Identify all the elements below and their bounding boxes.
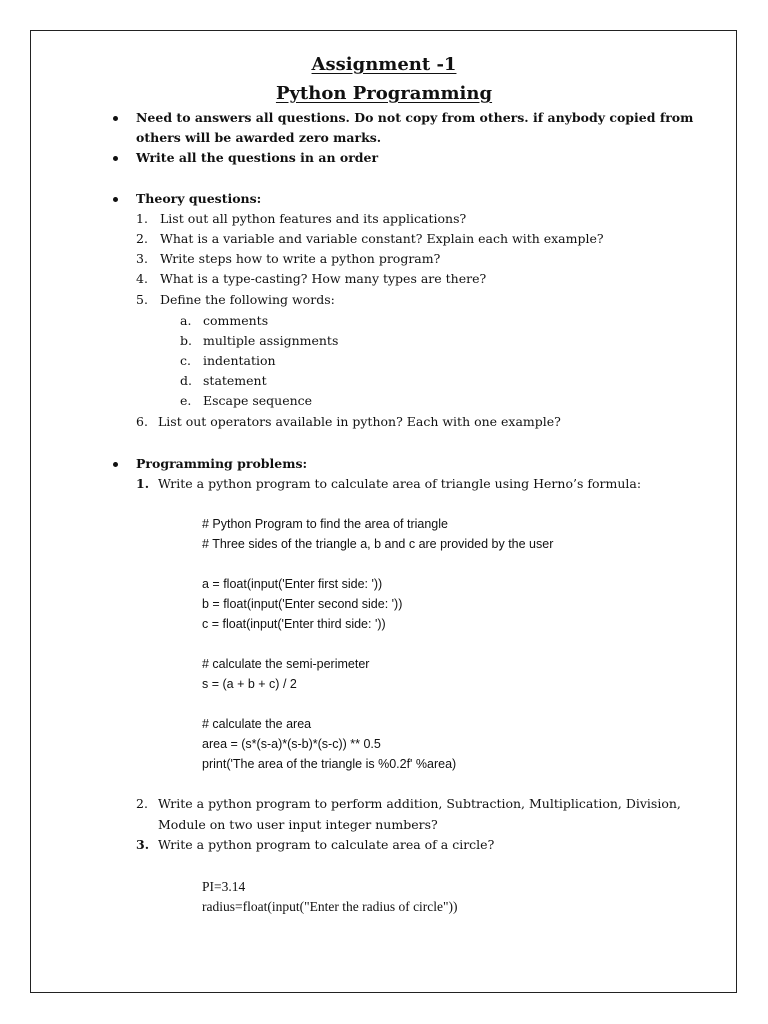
bullet-icon bbox=[113, 116, 118, 121]
problem-3-num: 3. bbox=[136, 837, 150, 852]
problem-2-line-1: Write a python program to perform addition, Subtraction, Multiplication, Division, bbox=[158, 796, 681, 811]
theory-item-3-num: 3. bbox=[136, 251, 148, 266]
code-line-4: b = float(input('Enter second side: ')) bbox=[202, 597, 403, 611]
theory-item-2: What is a variable and variable constant? Explain each with example? bbox=[160, 231, 604, 246]
code-line-2: # Three sides of the triangle a, b and c are provided by the user bbox=[202, 537, 554, 551]
theory-item-4: What is a type-casting? How many types are there? bbox=[160, 271, 487, 286]
subitem-b-letter: b. bbox=[180, 333, 192, 348]
problem-2-num: 2. bbox=[136, 796, 148, 811]
programming-heading: Programming problems: bbox=[136, 456, 308, 471]
theory-item-1-num: 1. bbox=[136, 211, 148, 226]
code-line-7: s = (a + b + c) / 2 bbox=[202, 677, 297, 691]
bullet-icon bbox=[113, 156, 118, 161]
theory-item-2-num: 2. bbox=[136, 231, 148, 246]
theory-item-5: Define the following words: bbox=[160, 292, 335, 307]
code-line-5: c = float(input('Enter third side: ')) bbox=[202, 617, 386, 631]
subitem-e-letter: e. bbox=[180, 393, 192, 408]
instruction-1-line-2: others will be awarded zero marks. bbox=[136, 130, 382, 145]
instruction-2: Write all the questions in an order bbox=[136, 150, 379, 165]
subitem-c: indentation bbox=[203, 353, 276, 368]
subitem-a: comments bbox=[203, 313, 269, 328]
bullet-icon bbox=[113, 197, 118, 202]
course-title: Python Programming bbox=[275, 83, 493, 104]
problem-1: Write a python program to calculate area of triangle using Herno’s formula: bbox=[158, 476, 642, 491]
theory-item-5-num: 5. bbox=[136, 292, 148, 307]
bullet-icon bbox=[113, 462, 118, 467]
theory-item-3: Write steps how to write a python program? bbox=[160, 251, 441, 266]
subitem-b: multiple assignments bbox=[203, 333, 339, 348]
subitem-c-letter: c. bbox=[180, 353, 191, 368]
code-radius-line: radius=float(input("Enter the radius of circle")) bbox=[202, 899, 458, 914]
code-line-9: area = (s*(s-a)*(s-b)*(s-c)) ** 0.5 bbox=[202, 737, 381, 751]
code-line-8: # calculate the area bbox=[202, 717, 312, 731]
subitem-e: Escape sequence bbox=[203, 393, 313, 408]
problem-1-num: 1. bbox=[136, 476, 150, 491]
problem-2-line-2: Module on two user input integer numbers? bbox=[158, 817, 438, 832]
subitem-d: statement bbox=[203, 373, 267, 388]
code-line-10: print('The area of the triangle is %0.2f' %area) bbox=[202, 757, 457, 771]
theory-heading: Theory questions: bbox=[136, 191, 262, 206]
instruction-1-line-1: Need to answers all questions. Do not copy from others. if anybody copied from bbox=[136, 110, 694, 125]
subitem-d-letter: d. bbox=[180, 373, 192, 388]
code-line-1: # Python Program to find the area of triangle bbox=[202, 517, 448, 531]
theory-item-6-num: 6. bbox=[136, 414, 148, 429]
problem-3: Write a python program to calculate area of a circle? bbox=[158, 837, 495, 852]
code-line-6: # calculate the semi-perimeter bbox=[202, 657, 370, 671]
subitem-a-letter: a. bbox=[180, 313, 192, 328]
theory-item-1: List out all python features and its applications? bbox=[160, 211, 467, 226]
code-pi-line: PI=3.14 bbox=[202, 879, 246, 894]
theory-item-6: List out operators available in python? Each with one example? bbox=[158, 414, 561, 429]
assignment-title: Assignment -1 bbox=[311, 54, 457, 75]
theory-item-4-num: 4. bbox=[136, 271, 148, 286]
code-line-3: a = float(input('Enter first side: ')) bbox=[202, 577, 383, 591]
